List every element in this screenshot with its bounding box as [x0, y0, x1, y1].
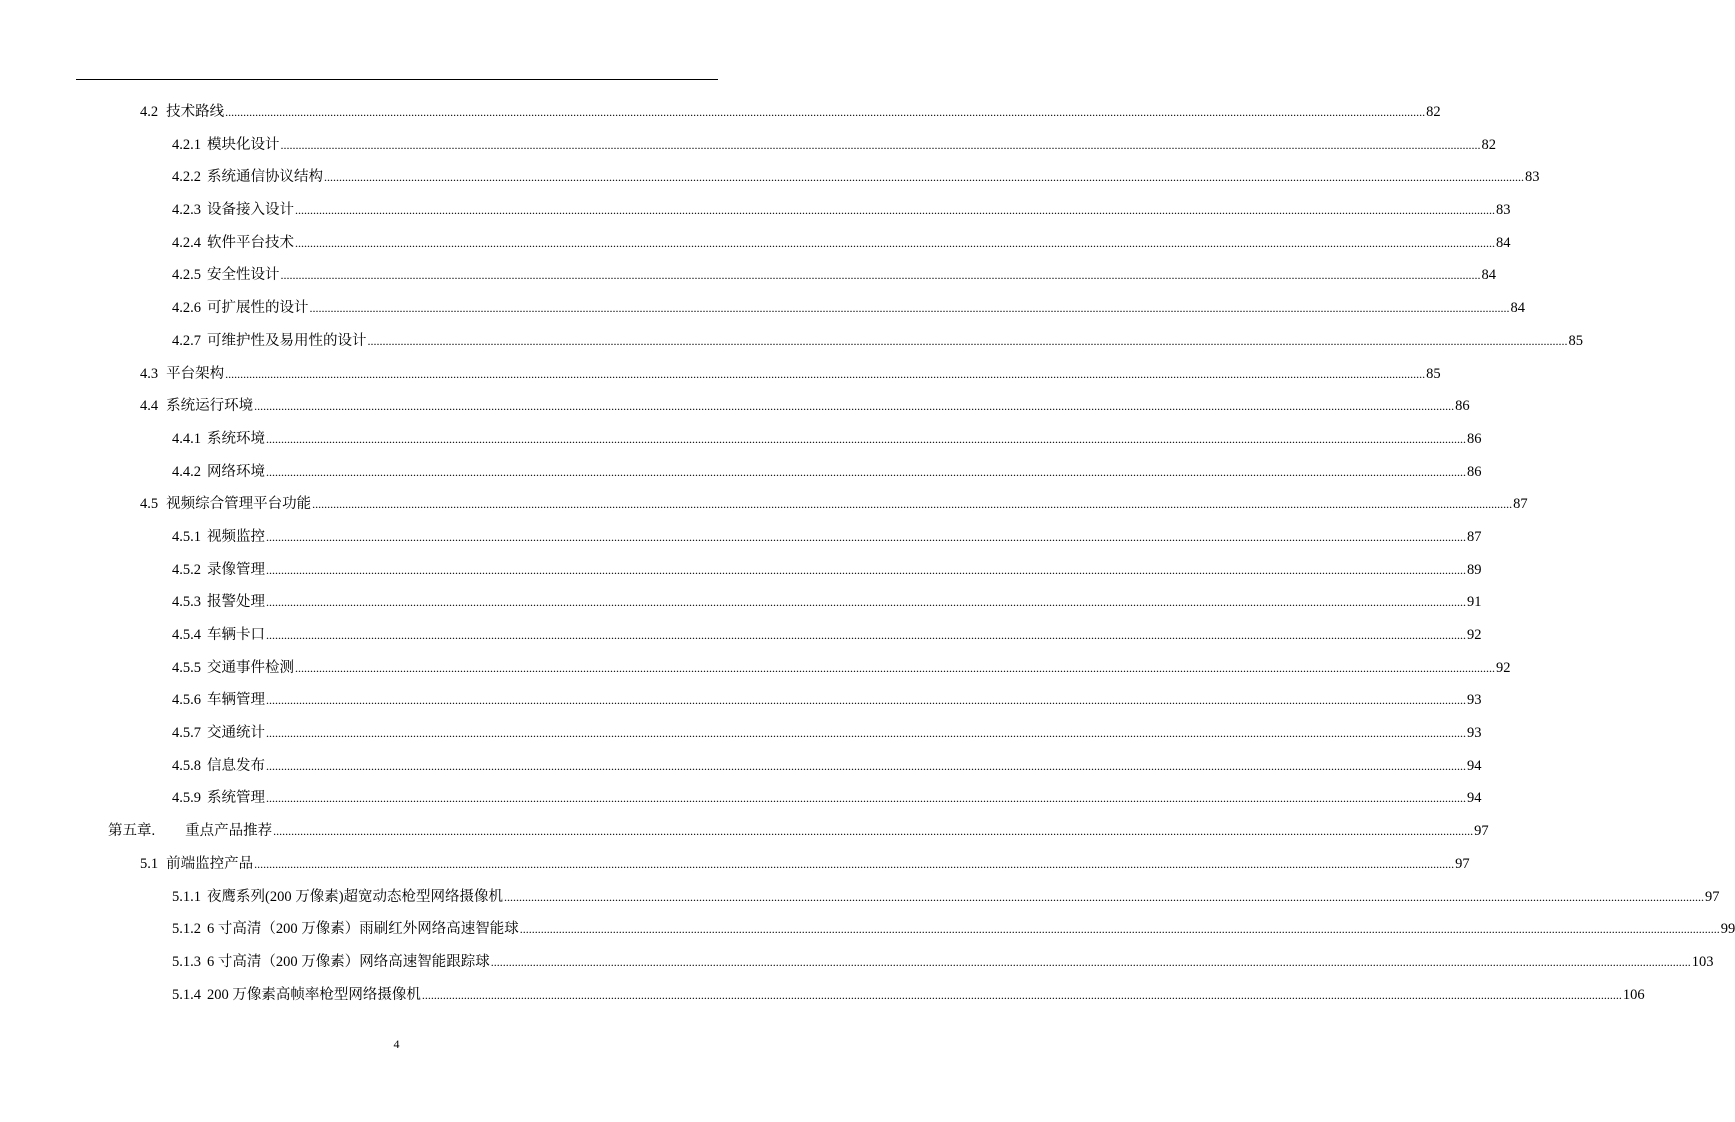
- toc-entry[interactable]: [0, 913, 1735, 946]
- toc-entry-page: 87: [1513, 496, 1528, 513]
- toc-entry-line[interactable]: [172, 456, 1482, 489]
- toc-entry-page: 85: [1426, 365, 1441, 382]
- toc-entry-title: 交通统计: [207, 725, 265, 742]
- toc-entry[interactable]: [0, 456, 1482, 489]
- toc-entry-title: 报警处理: [207, 594, 265, 611]
- toc-entry-line[interactable]: [172, 227, 1511, 260]
- toc-entry-page: 89: [1467, 561, 1482, 578]
- toc-entry-number: 4.5: [140, 496, 159, 513]
- toc-entry-line[interactable]: [172, 946, 1714, 979]
- toc-entry-line[interactable]: [172, 194, 1511, 227]
- toc-dot-leader: ................................................................................................................................................................................................................................................................................................................................................................................................................: [504, 889, 1705, 904]
- toc-entry-number: 4.5.1: [172, 528, 201, 545]
- toc-entry-number: 第五章.: [108, 823, 156, 840]
- toc-entry[interactable]: [0, 423, 1482, 456]
- toc-entry-number: 5.1.4: [172, 986, 201, 1003]
- toc-entry-title: 系统通信协议结构: [207, 169, 323, 186]
- toc-entry-number: 4.2.7: [172, 332, 201, 349]
- toc-dot-leader: ................................................................................................................................................................................................................................................................................................................................................................................................................: [312, 497, 1513, 512]
- toc-entry-line[interactable]: [172, 161, 1540, 194]
- toc-entry-line[interactable]: [172, 684, 1482, 717]
- toc-entry-page: 91: [1467, 594, 1482, 611]
- toc-entry-page: 94: [1467, 757, 1482, 774]
- toc-entry-page: 97: [1705, 888, 1720, 905]
- toc-entry-line[interactable]: [172, 913, 1735, 946]
- toc-entry-page: 92: [1496, 659, 1511, 676]
- toc-entry[interactable]: [0, 652, 1511, 685]
- toc-entry-page: 97: [1455, 855, 1470, 872]
- toc-entry[interactable]: [0, 946, 1714, 979]
- toc-entry-number: 4.5.3: [172, 594, 201, 611]
- toc-entry-title: 安全性设计: [207, 267, 280, 284]
- toc-entry[interactable]: [0, 554, 1482, 587]
- toc-entry-title: 系统环境: [207, 430, 265, 447]
- toc-entry-line[interactable]: [172, 979, 1645, 1012]
- toc-dot-leader: ................................................................................................................................................................................................................................................................................................................................................................................................................: [367, 333, 1568, 348]
- toc-dot-leader: ................................................................................................................................................................................................................................................................................................................................................................................................................: [266, 464, 1466, 479]
- toc-entry-line[interactable]: [140, 96, 1441, 129]
- toc-entry-number: 4.5.6: [172, 692, 201, 709]
- toc-entry-title: 交通事件检测: [207, 659, 294, 676]
- toc-entry[interactable]: [0, 750, 1482, 783]
- toc-entry[interactable]: [0, 815, 1489, 848]
- toc-entry-page: 93: [1467, 725, 1482, 742]
- toc-entry-line[interactable]: [172, 717, 1482, 750]
- toc-dot-leader: ................................................................................................................................................................................................................................................................................................................................................................................................................: [273, 824, 1474, 839]
- toc-entry-number: 4.2.2: [172, 169, 201, 186]
- toc-entry-title: 技术路线: [166, 104, 225, 120]
- toc-entry-number: 4.2.6: [172, 300, 201, 317]
- toc-dot-leader: ................................................................................................................................................................................................................................................................................................................................................................................................................: [266, 758, 1466, 773]
- toc-entry-page: 84: [1481, 267, 1496, 284]
- toc-entry-page: 99: [1720, 921, 1735, 938]
- toc-entry[interactable]: [0, 586, 1482, 619]
- toc-entry-line[interactable]: [172, 881, 1720, 914]
- toc-entry[interactable]: [0, 325, 1583, 358]
- page-number: 4: [393, 1037, 400, 1051]
- toc-entry-page: 82: [1426, 104, 1441, 120]
- toc-entry-title: 设备接入设计: [207, 202, 294, 219]
- table-of-contents: [0, 96, 1735, 1011]
- toc-entry-title: 软件平台技术: [207, 234, 294, 251]
- toc-dot-leader: ................................................................................................................................................................................................................................................................................................................................................................................................................: [266, 628, 1466, 642]
- toc-entry-line[interactable]: [172, 129, 1496, 162]
- toc-entry-number: 4.5.7: [172, 725, 201, 742]
- toc-entry-number: 5.1.3: [172, 953, 201, 970]
- toc-entry-number: 4.2: [140, 104, 159, 120]
- toc-dot-leader: ................................................................................................................................................................................................................................................................................................................................................................................................................: [254, 399, 1455, 414]
- toc-entry-title: 200 万像素高帧率枪型网络摄像机: [207, 986, 421, 1003]
- toc-dot-leader: ................................................................................................................................................................................................................................................................................................................................................................................................................: [309, 301, 1510, 316]
- toc-entry-line[interactable]: [172, 750, 1482, 783]
- toc-entry-title: 平台架构: [166, 365, 225, 382]
- toc-entry-line[interactable]: [172, 782, 1482, 815]
- toc-entry-title: 车辆管理: [207, 692, 265, 709]
- toc-dot-leader: ................................................................................................................................................................................................................................................................................................................................................................................................................: [295, 203, 1495, 218]
- toc-entry-page: 92: [1467, 627, 1482, 643]
- toc-entry-number: 5.1: [140, 855, 159, 872]
- toc-entry[interactable]: [0, 684, 1482, 717]
- toc-dot-leader: ................................................................................................................................................................................................................................................................................................................................................................................................................: [266, 693, 1466, 708]
- toc-entry-title: 可维护性及易用性的设计: [207, 332, 367, 349]
- toc-entry[interactable]: [0, 521, 1482, 554]
- toc-entry[interactable]: [0, 96, 1441, 129]
- toc-entry-line[interactable]: [172, 554, 1482, 587]
- toc-dot-leader: ................................................................................................................................................................................................................................................................................................................................................................................................................: [490, 954, 1691, 969]
- toc-entry-number: 4.2.3: [172, 202, 201, 219]
- toc-entry[interactable]: [0, 848, 1470, 881]
- toc-entry-title: 信息发布: [207, 757, 265, 774]
- toc-entry-title: 车辆卡口: [207, 627, 265, 643]
- toc-entry-line[interactable]: [108, 815, 1489, 848]
- toc-entry-page: 106: [1622, 986, 1645, 1003]
- toc-entry[interactable]: [0, 717, 1482, 750]
- toc-entry-page: 86: [1467, 430, 1482, 447]
- toc-entry-number: 4.2.1: [172, 136, 201, 153]
- toc-entry-title: 夜鹰系列(200 万像素)超宽动态枪型网络摄像机: [207, 888, 504, 905]
- toc-entry-line[interactable]: [172, 259, 1496, 292]
- toc-entry-title: 6 寸高清（200 万像素）网络高速智能跟踪球: [207, 953, 490, 970]
- toc-entry-number: 4.2.5: [172, 267, 201, 284]
- toc-entry-line[interactable]: [172, 325, 1583, 358]
- toc-dot-leader: ................................................................................................................................................................................................................................................................................................................................................................................................................: [225, 366, 1426, 381]
- toc-entry-page: 83: [1496, 202, 1511, 219]
- toc-entry-number: 5.1.2: [172, 921, 201, 938]
- toc-entry-line[interactable]: [140, 848, 1470, 881]
- toc-entry-number: 4.5.9: [172, 790, 201, 807]
- toc-entry[interactable]: [0, 358, 1441, 391]
- toc-entry-number: 4.5.8: [172, 757, 201, 774]
- toc-entry[interactable]: [0, 259, 1496, 292]
- toc-entry-line[interactable]: [172, 521, 1482, 554]
- header-rule: [76, 79, 718, 80]
- toc-entry-title: 模块化设计: [207, 136, 280, 153]
- toc-dot-leader: ................................................................................................................................................................................................................................................................................................................................................................................................................: [280, 268, 1481, 283]
- toc-entry-line[interactable]: [172, 652, 1511, 685]
- toc-entry-page: 84: [1510, 300, 1525, 317]
- toc-dot-leader: ................................................................................................................................................................................................................................................................................................................................................................................................................: [266, 529, 1466, 544]
- toc-entry[interactable]: [0, 292, 1525, 325]
- toc-entry[interactable]: [0, 161, 1540, 194]
- toc-entry-number: 4.5.2: [172, 561, 201, 578]
- toc-entry-page: 94: [1467, 790, 1482, 807]
- toc-dot-leader: ................................................................................................................................................................................................................................................................................................................................................................................................................: [519, 922, 1720, 937]
- toc-dot-leader: ................................................................................................................................................................................................................................................................................................................................................................................................................: [225, 105, 1426, 119]
- toc-entry-title: 系统管理: [207, 790, 265, 807]
- toc-dot-leader: ................................................................................................................................................................................................................................................................................................................................................................................................................: [266, 595, 1466, 610]
- toc-entry-number: 4.3: [140, 365, 159, 382]
- toc-entry-title: 重点产品推荐: [185, 823, 273, 840]
- toc-entry-line[interactable]: [172, 619, 1482, 652]
- toc-entry-page: 87: [1467, 528, 1482, 545]
- toc-dot-leader: ................................................................................................................................................................................................................................................................................................................................................................................................................: [254, 856, 1455, 871]
- toc-dot-leader: ................................................................................................................................................................................................................................................................................................................................................................................................................: [266, 562, 1466, 577]
- toc-entry-number: 4.4.2: [172, 463, 201, 480]
- toc-entry[interactable]: [0, 129, 1496, 162]
- toc-entry-number: 4.2.4: [172, 234, 201, 251]
- toc-entry-line[interactable]: [172, 423, 1482, 456]
- toc-entry-title: 视频综合管理平台功能: [166, 496, 312, 513]
- toc-entry-title: 录像管理: [207, 561, 265, 578]
- toc-dot-leader: ................................................................................................................................................................................................................................................................................................................................................................................................................: [266, 791, 1466, 806]
- toc-entry-number: 4.4.1: [172, 430, 201, 447]
- toc-entry-line[interactable]: [172, 292, 1525, 325]
- toc-dot-leader: ................................................................................................................................................................................................................................................................................................................................................................................................................: [295, 660, 1495, 675]
- toc-entry-page: 97: [1474, 823, 1489, 840]
- toc-entry[interactable]: [0, 390, 1470, 423]
- toc-entry-page: 93: [1467, 692, 1482, 709]
- toc-entry-number: 4.5.5: [172, 659, 201, 676]
- toc-dot-leader: ................................................................................................................................................................................................................................................................................................................................................................................................................: [324, 170, 1524, 185]
- toc-entry-title: 系统运行环境: [166, 398, 254, 415]
- toc-dot-leader: ................................................................................................................................................................................................................................................................................................................................................................................................................: [295, 235, 1495, 250]
- toc-entry-page: 86: [1455, 398, 1470, 415]
- toc-entry-page: 103: [1691, 953, 1714, 970]
- toc-entry-page: 85: [1568, 332, 1583, 349]
- toc-entry[interactable]: [0, 782, 1482, 815]
- toc-entry[interactable]: [0, 488, 1528, 521]
- toc-entry-number: 5.1.1: [172, 888, 201, 905]
- toc-entry-title: 可扩展性的设计: [207, 300, 309, 317]
- toc-entry-line[interactable]: [140, 390, 1470, 423]
- toc-dot-leader: ................................................................................................................................................................................................................................................................................................................................................................................................................: [266, 726, 1466, 741]
- toc-entry-line[interactable]: [140, 358, 1441, 391]
- toc-dot-leader: ................................................................................................................................................................................................................................................................................................................................................................................................................: [421, 987, 1622, 1002]
- toc-entry[interactable]: [0, 979, 1645, 1012]
- toc-entry[interactable]: [0, 881, 1720, 914]
- toc-entry[interactable]: [0, 194, 1511, 227]
- toc-dot-leader: ................................................................................................................................................................................................................................................................................................................................................................................................................: [280, 137, 1481, 152]
- toc-entry-page: 84: [1496, 234, 1511, 251]
- toc-entry[interactable]: [0, 227, 1511, 260]
- toc-entry-title: 前端监控产品: [166, 855, 254, 872]
- toc-entry-title: 视频监控: [207, 528, 265, 545]
- toc-entry-page: 83: [1525, 169, 1540, 186]
- toc-entry-number: 4.4: [140, 398, 159, 415]
- toc-entry[interactable]: [0, 619, 1482, 652]
- toc-dot-leader: ................................................................................................................................................................................................................................................................................................................................................................................................................: [266, 431, 1466, 446]
- toc-entry-line[interactable]: [140, 488, 1528, 521]
- toc-entry-line[interactable]: [172, 586, 1482, 619]
- toc-entry-number: 4.5.4: [172, 627, 201, 643]
- toc-entry-title: 6 寸高清（200 万像素）雨刷红外网络高速智能球: [207, 921, 519, 938]
- toc-entry-title: 网络环境: [207, 463, 265, 480]
- toc-entry-page: 82: [1481, 136, 1496, 153]
- toc-entry-page: 86: [1467, 463, 1482, 480]
